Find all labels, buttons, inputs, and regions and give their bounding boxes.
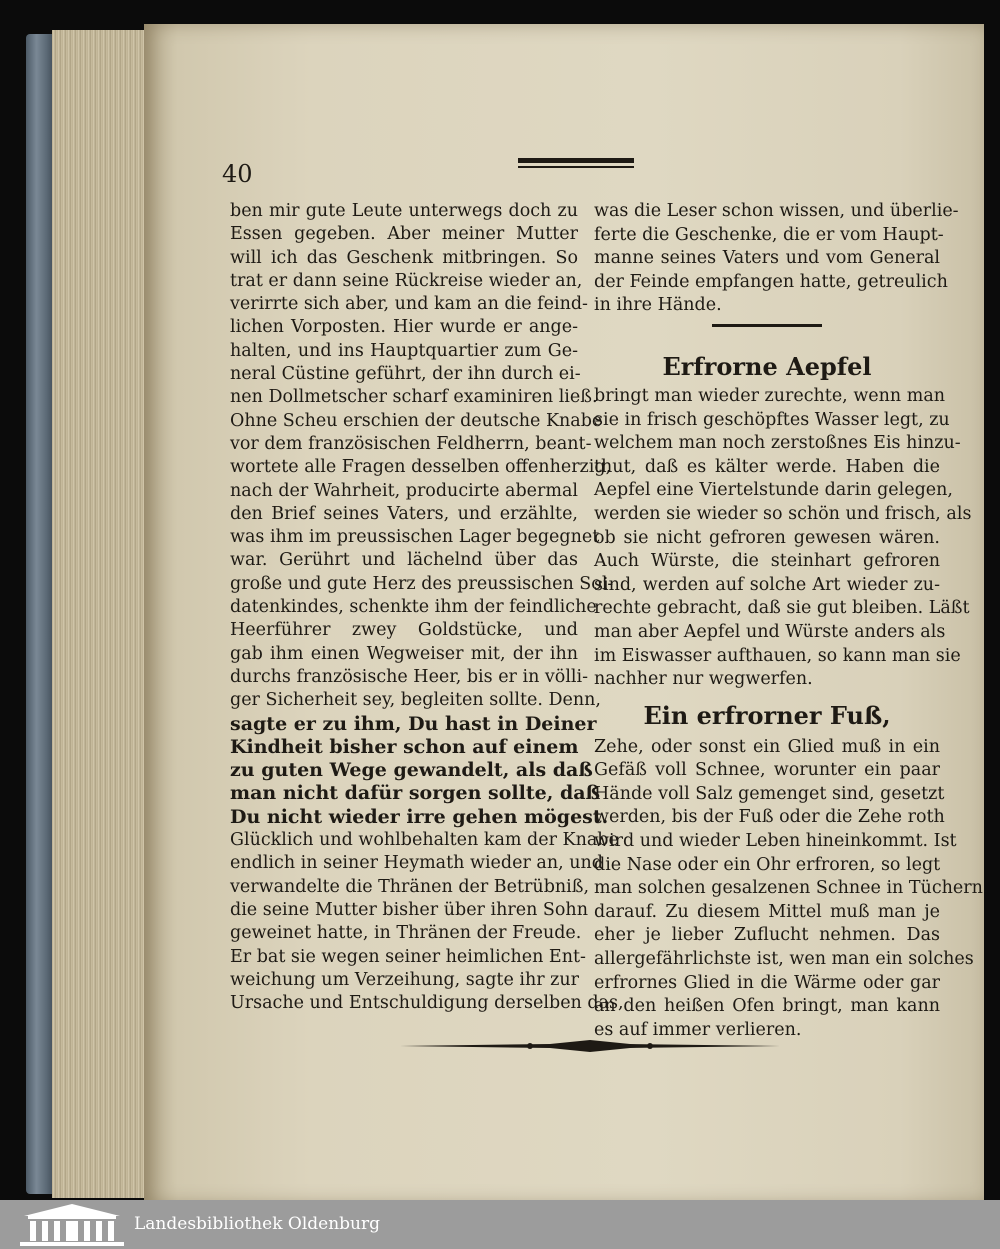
text-line: rechte gebracht, daß sie gut bleiben. Läßt [594, 598, 970, 619]
text-line: sind, werden auf solche Art wieder zu- [594, 574, 940, 595]
text-line: Hände voll Salz gemenget sind, gesetzt [594, 783, 945, 804]
text-line: neral Cüstine geführt, der ihn durch ei- [230, 364, 581, 385]
text-line: lichen Vorposten. Hier wurde er ange- [230, 317, 578, 338]
text-line: durchs französische Heer, bis er in völli- [230, 666, 589, 687]
text-line: war. Gerührt und lächelnd über das [230, 550, 578, 571]
text-line: Essen gegeben. Aber meiner Mutter [230, 224, 578, 245]
text-line: allergefährlichste ist, wen man ein solches [594, 949, 974, 970]
text-line: man nicht dafür sorgen sollte, daß [230, 782, 600, 805]
text-line: Ursache und Entschuldigung derselben das, [230, 993, 624, 1014]
text-line: werden sie wieder so schön und frisch, als [594, 503, 972, 524]
text-line: große und gute Herz des preussischen Sol- [230, 573, 614, 594]
left-column [230, 200, 624, 1015]
text-line: verirrte sich aber, und kam an die feind- [230, 294, 588, 315]
text-line: verwandelte die Thränen der Betrübniß, [230, 876, 590, 897]
text-line: in ihre Hände. [594, 295, 722, 316]
section-frozen-apples [594, 385, 972, 692]
text-line: endlich in seiner Heymath wieder an, und [230, 853, 603, 874]
text-line: eher je lieber Zuflucht nehmen. Das [594, 925, 940, 946]
text-line: welchem man noch zerstoßnes Eis hinzu- [594, 433, 961, 454]
text-line: im Eiswasser aufthauen, so kann man sie [594, 645, 961, 666]
footer-ornament [400, 1040, 780, 1052]
text-line: ferte die Geschenke, die er vom Haupt- [594, 224, 944, 245]
text-line: an den heißen Ofen bringt, man kann [594, 996, 940, 1017]
text-line: Er bat sie wegen seiner heimlichen Ent- [230, 946, 586, 967]
text-line: sagte er zu ihm, Du hast in Deiner [230, 712, 597, 735]
text-line: werden, bis der Fuß oder die Zehe roth [594, 807, 945, 828]
page-number: 40 [222, 160, 253, 188]
text-line: Auch Würste, die steinhart gefroren [594, 551, 940, 572]
text-line: Gefäß voll Schnee, worunter ein paar [594, 760, 940, 781]
page-edges [52, 30, 156, 1198]
text-line: nen Dollmetscher scharf examiniren ließ. [230, 387, 598, 408]
text-line: darauf. Zu diesem Mittel muß man je [594, 901, 940, 922]
text-line: weichung um Verzeihung, sagte ihr zur [230, 969, 580, 990]
section-divider [712, 324, 822, 327]
text-line: ger Sicherheit sey, begleiten sollte. Denn, [230, 690, 601, 711]
text-line: Glücklich und wohlbehalten kam der Knabe [230, 830, 619, 851]
text-line: der Feinde empfangen hatte, getreulich [594, 271, 948, 292]
library-building-logo [20, 1202, 124, 1246]
text-line: man aber Aepfel und Würste anders als [594, 621, 946, 642]
section-frozen-foot [594, 736, 983, 1043]
text-line: wird und wieder Leben hineinkommt. Ist [594, 831, 957, 852]
text-line: bringt man wieder zurechte, wenn man [594, 385, 946, 406]
text-line: nach der Wahrheit, producirte abermal [230, 480, 579, 501]
right-column [594, 200, 983, 1042]
text-line: thut, daß es kälter werde. Haben die [594, 456, 940, 477]
text-line: Heerführer zwey Goldstücke, und [230, 620, 578, 641]
text-line: was ihm im preussischen Lager begegnet [230, 527, 600, 548]
text-line: wortete alle Fragen desselben offenherzig, [230, 457, 612, 478]
text-line: Aepfel eine Viertelstunde darin gelegen, [594, 480, 953, 501]
text-line: Ohne Scheu erschien der deutsche Knabe [230, 410, 603, 431]
text-line: sie in frisch geschöpftes Wasser legt, zu [594, 409, 950, 430]
heading-frozen-foot: Ein erfrorner Fuß, [643, 700, 891, 730]
text-line: den Brief seines Vaters, und erzählte, [230, 503, 578, 524]
text-line: halten, und ins Hauptquartier zum Ge- [230, 340, 578, 361]
text-line: die seine Mutter bisher über ihren Sohn [230, 899, 588, 920]
text-line: zu guten Wege gewandelt, als daß [230, 759, 593, 782]
text-line: trat er dann seine Rückreise wieder an, [230, 270, 583, 291]
text-line: ben mir gute Leute unterwegs doch zu [230, 201, 578, 221]
header-rule [518, 158, 634, 168]
text-line: vor dem französischen Feldherrn, beant- [230, 433, 592, 454]
text-line: was die Leser schon wissen, und überlie- [594, 201, 959, 221]
text-line: Du nicht wieder irre gehen mögest. [230, 805, 609, 828]
text-line: gab ihm einen Wegweiser mit, der ihn [230, 643, 578, 664]
text-line: manne seines Vaters und vom General [594, 248, 940, 269]
text-line: es auf immer verlieren. [594, 1019, 802, 1040]
text-line: man solchen gesalzenen Schnee in Tüchern [594, 878, 983, 899]
text-line: erfrornes Glied in die Wärme oder gar [594, 972, 940, 993]
text-line: nachher nur wegwerfen. [594, 669, 813, 690]
text-line: Kindheit bisher schon auf einem [230, 735, 579, 758]
heading-frozen-apples: Erfrorne Aepfel [662, 351, 872, 381]
text-line: will ich das Geschenk mitbringen. So [230, 247, 578, 268]
text-line: geweinet hatte, in Thränen der Freude. [230, 923, 582, 944]
text-line: Zehe, oder sonst ein Glied muß in ein [594, 736, 940, 757]
intro-paragraph [594, 200, 959, 318]
text-line: die Nase oder ein Ohr erfroren, so legt [594, 854, 941, 875]
library-name: Landesbibliothek Oldenburg [134, 1214, 381, 1234]
text-line: datenkindes, schenkte ihm der feindliche [230, 597, 597, 618]
text-line: ob sie nicht gefroren gewesen wären. [594, 527, 940, 548]
